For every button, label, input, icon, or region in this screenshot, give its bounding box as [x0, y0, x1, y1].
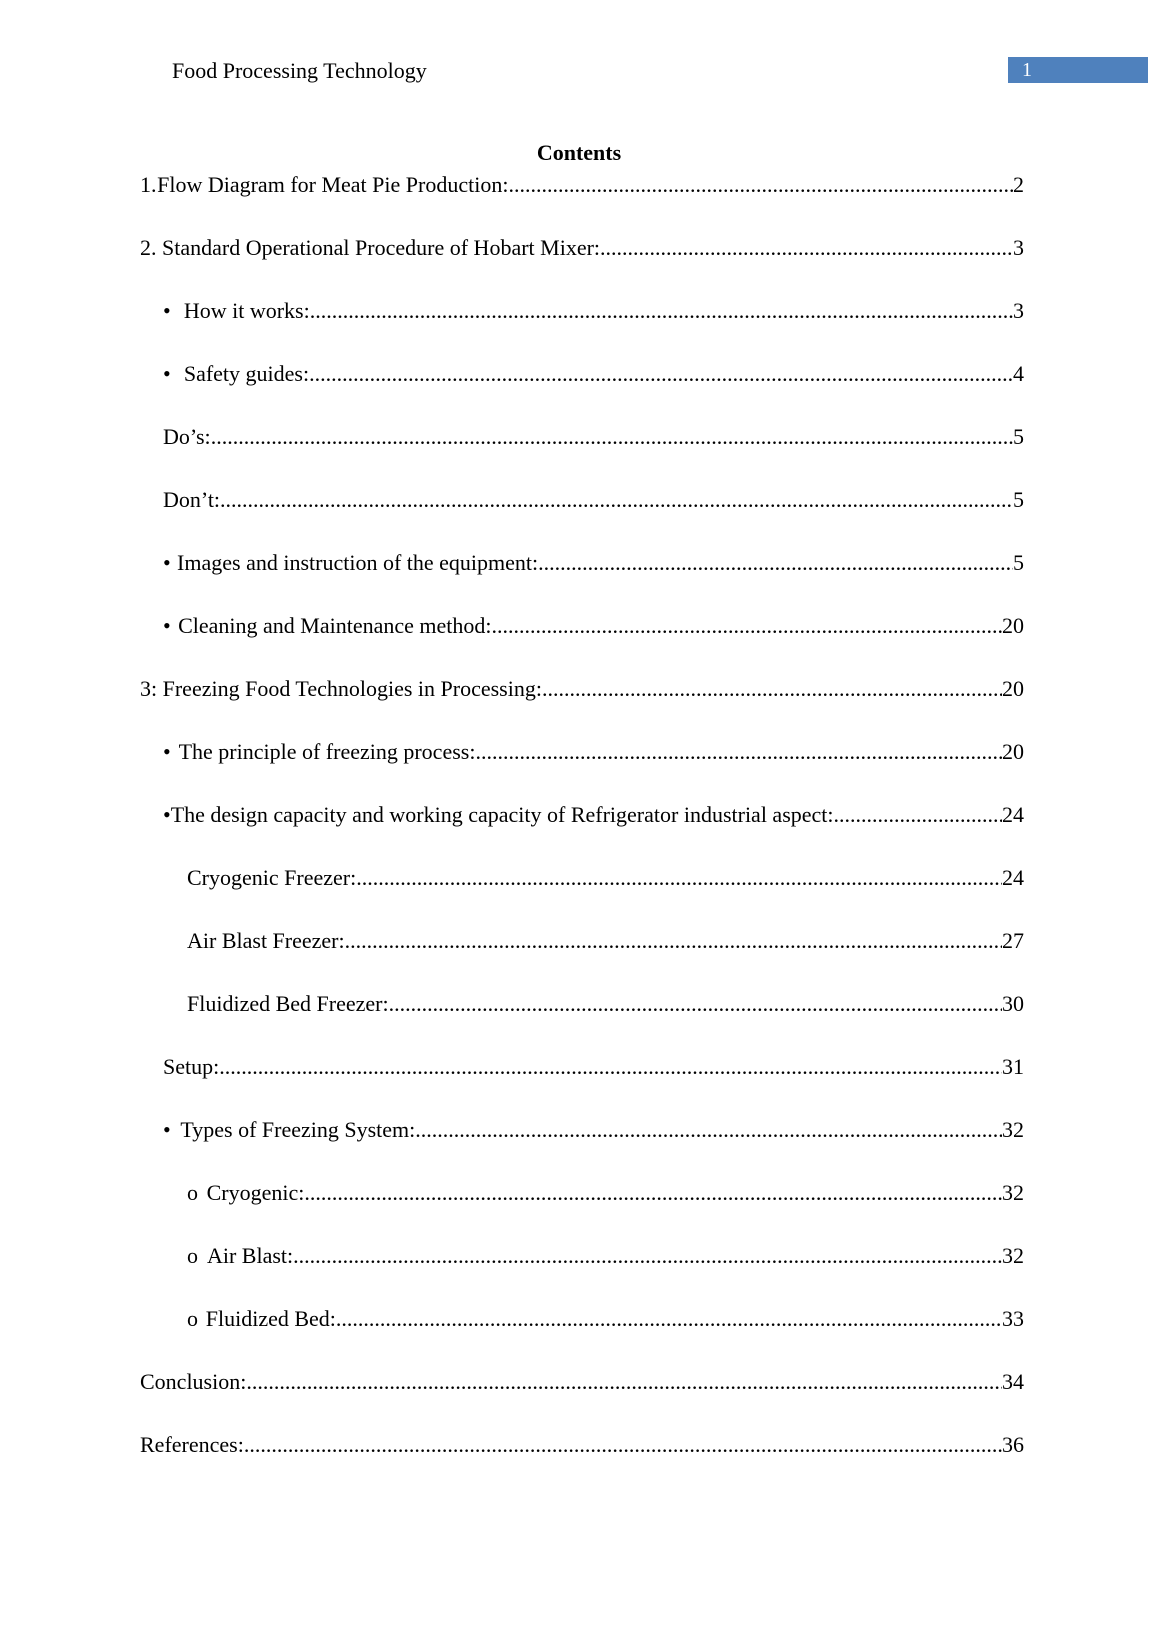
toc-entry-text: The design capacity and working capacity of Refrigerator industrial aspect:: [170, 802, 834, 827]
toc-page-number: 33: [1002, 1306, 1024, 1331]
toc-dot-leader: [542, 674, 1002, 704]
toc-entry-text: Conclusion:: [140, 1369, 247, 1394]
toc-page-number: 32: [1002, 1243, 1024, 1268]
toc-dot-leader: [336, 1304, 1002, 1334]
toc-entry-text: Cleaning and Maintenance method:: [178, 613, 492, 638]
sub-bullet-marker: o: [187, 1243, 198, 1268]
bullet-marker: •: [163, 298, 171, 323]
toc-dot-leader: [219, 1052, 1002, 1082]
toc-dot-leader: [538, 548, 1013, 578]
bullet-marker: •: [163, 613, 171, 638]
bullet-marker: •: [163, 802, 171, 827]
toc-page-number: 3: [1013, 235, 1024, 260]
toc-entry[interactable]: [187, 1178, 1024, 1208]
toc-dot-leader: [834, 800, 1002, 830]
toc-page-number: 20: [1002, 613, 1024, 638]
running-header-title: Food Processing Technology: [172, 58, 427, 83]
toc-dot-leader: [211, 422, 1013, 452]
sub-bullet-marker: o: [187, 1306, 198, 1331]
toc-entry[interactable]: [163, 422, 1024, 452]
toc-heading: Contents: [536, 140, 622, 165]
toc-entry[interactable]: [140, 1367, 1024, 1397]
toc-page-number: 31: [1002, 1054, 1024, 1079]
toc-entry-text: Fluidized Bed:: [205, 1306, 336, 1331]
toc-entry-marker: 1.: [140, 172, 157, 197]
toc-entry-text: Cryogenic Freezer:: [187, 865, 357, 890]
toc-page-number: 20: [1002, 676, 1024, 701]
toc-entry[interactable]: [140, 1430, 1024, 1460]
bullet-marker: •: [163, 1117, 171, 1142]
toc-dot-leader: [309, 359, 1013, 389]
toc-page-number: 3: [1013, 298, 1024, 323]
toc-entry[interactable]: [140, 170, 1024, 200]
toc-page-number: 5: [1013, 487, 1024, 512]
toc-entry-text: Fluidized Bed Freezer:: [187, 991, 389, 1016]
toc-entry-text: Images and instruction of the equipment:: [177, 550, 539, 575]
toc-entry[interactable]: [163, 548, 1024, 578]
page-number-badge: 1: [1008, 57, 1148, 83]
toc-page-number: 4: [1013, 361, 1024, 386]
toc-entry[interactable]: [163, 1115, 1024, 1145]
toc-entry[interactable]: [187, 1304, 1024, 1334]
toc-entry[interactable]: [163, 359, 1024, 389]
toc-dot-leader: [415, 1115, 1002, 1145]
bullet-marker: •: [163, 361, 171, 386]
toc-page-number: 34: [1002, 1369, 1024, 1394]
toc-entry-text: Air Blast:: [206, 1243, 294, 1268]
toc-entry-text: Do’s:: [163, 424, 211, 449]
toc-page-number: 27: [1002, 928, 1024, 953]
toc-entry-text: Don’t:: [163, 487, 221, 512]
toc-page-number: 36: [1002, 1432, 1024, 1457]
toc-entry-text: Setup:: [163, 1054, 220, 1079]
toc-dot-leader: [389, 989, 1002, 1019]
toc-entry[interactable]: [140, 674, 1024, 704]
toc-page-number: 32: [1002, 1117, 1024, 1142]
toc-dot-leader: [293, 1241, 1002, 1271]
toc-entry[interactable]: [163, 737, 1024, 767]
toc-entry[interactable]: [163, 485, 1024, 515]
toc-dot-leader: [244, 1430, 1002, 1460]
bullet-marker: •: [163, 550, 171, 575]
toc-entry[interactable]: [163, 800, 1024, 830]
toc-entry-text: 3: Freezing Food Technologies in Processing:: [140, 676, 542, 701]
toc-page-number: 32: [1002, 1180, 1024, 1205]
toc-entry-text: Cryogenic:: [206, 1180, 305, 1205]
toc-entry[interactable]: [187, 926, 1024, 956]
toc-entry[interactable]: [187, 863, 1024, 893]
toc-entry[interactable]: [187, 1241, 1024, 1271]
toc-page-number: 24: [1002, 865, 1024, 890]
toc-dot-leader: [475, 737, 1002, 767]
toc-dot-leader: [492, 611, 1003, 641]
toc-page-number: 5: [1013, 424, 1024, 449]
toc-dot-leader: [345, 926, 1002, 956]
toc-dot-leader: [600, 233, 1013, 263]
toc-entry-text: Flow Diagram for Meat Pie Production:: [157, 172, 509, 197]
toc-entry-text: The principle of freezing process:: [178, 739, 476, 764]
bullet-marker: •: [163, 739, 171, 764]
toc-page-number: 20: [1002, 739, 1024, 764]
sub-bullet-marker: o: [187, 1180, 198, 1205]
toc-dot-leader: [220, 485, 1013, 515]
toc-page-number: 30: [1002, 991, 1024, 1016]
toc-dot-leader: [304, 1178, 1002, 1208]
toc-entry-text: Air Blast Freezer:: [187, 928, 345, 953]
toc-entry[interactable]: [163, 611, 1024, 641]
toc-dot-leader: [246, 1367, 1002, 1397]
toc-page-number: 24: [1002, 802, 1024, 827]
toc-dot-leader: [508, 170, 1013, 200]
toc-dot-leader: [310, 296, 1013, 326]
toc-entry-text: 2. Standard Operational Procedure of Hobart Mixer:: [140, 235, 601, 260]
toc-dot-leader: [356, 863, 1002, 893]
toc-entry[interactable]: [140, 233, 1024, 263]
toc-entry-text: Safety guides:: [183, 361, 310, 386]
toc-entry[interactable]: [163, 296, 1024, 326]
toc-page-number: 5: [1013, 550, 1024, 575]
toc-entry-text: Types of Freezing System:: [180, 1117, 416, 1142]
toc-page-number: 2: [1013, 172, 1024, 197]
toc-entry-text: How it works:: [183, 298, 310, 323]
toc-entry[interactable]: [163, 1052, 1024, 1082]
toc-entry[interactable]: [187, 989, 1024, 1019]
toc-entry-text: References:: [140, 1432, 244, 1457]
